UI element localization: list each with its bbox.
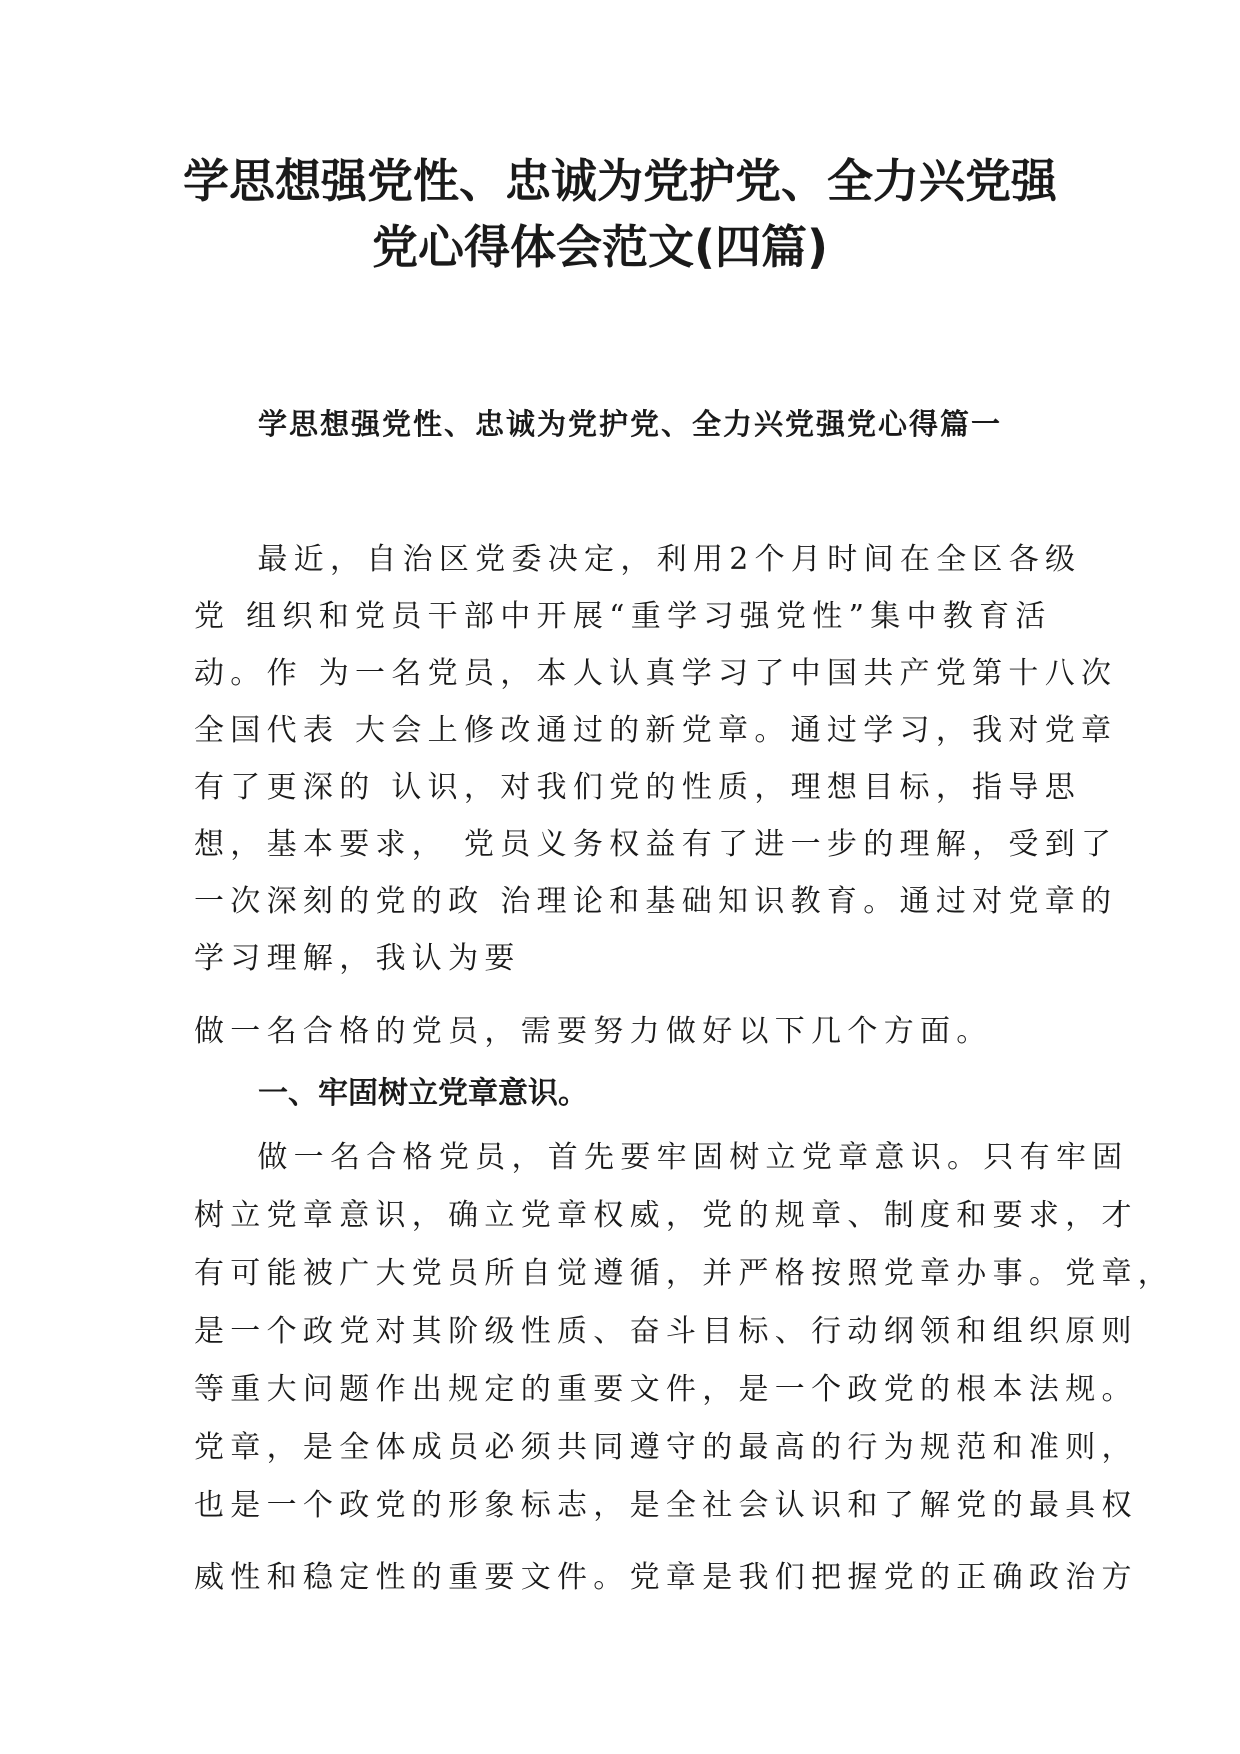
document-title-line-1: 学思想强党性、忠诚为党护党、全力兴党强 bbox=[183, 154, 1057, 208]
section-title: 学思想强党性、忠诚为党护党、全力兴党强党心得篇一 bbox=[258, 407, 1003, 441]
paragraph-line: 做一名合格党员，首先要牢固树立党章意识。只有牢固 bbox=[194, 1140, 1129, 1175]
paragraph-line: 党章，是全体成员必须共同遵守的最高的行为规范和准则， bbox=[194, 1430, 1138, 1465]
heading-1: 一、牢固树立党章意识。 bbox=[258, 1076, 588, 1111]
paragraph-line: 最近，自治区党委决定，利用2个月时间在全区各级 bbox=[194, 542, 1082, 577]
paragraph-line: 有了更深的 认识，对我们党的性质，理想目标，指导思 bbox=[194, 770, 1082, 805]
document-title-line-2: 党心得体会范文(四篇) bbox=[371, 220, 829, 274]
paragraph-line: 有可能被广大党员所自觉遵循，并严格按照党章办事。党章， bbox=[194, 1256, 1175, 1291]
paragraph-line: 想，基本要求， 党员义务权益有了进一步的理解，受到了 bbox=[194, 827, 1118, 862]
paragraph-line: 党 组织和党员干部中开展“重学习强党性”集中教育活 bbox=[194, 599, 1052, 634]
paragraph-line: 一次深刻的党的政 治理论和基础知识教育。通过对党章的 bbox=[194, 884, 1118, 919]
paragraph-line: 也是一个政党的形象标志，是全社会认识和了解党的最具权 bbox=[194, 1488, 1138, 1523]
paragraph-line: 是一个政党对其阶级性质、奋斗目标、行动纲领和组织原则 bbox=[194, 1314, 1138, 1349]
paragraph-line: 威性和稳定性的重要文件。党章是我们把握党的正确政治方 bbox=[194, 1560, 1138, 1595]
paragraph-line: 学习理解，我认为要 bbox=[194, 941, 521, 976]
paragraph-line: 等重大问题作出规定的重要文件，是一个政党的根本法规。 bbox=[194, 1372, 1138, 1407]
paragraph-line: 树立党章意识，确立党章权威，党的规章、制度和要求，才 bbox=[194, 1198, 1138, 1233]
paragraph-2: 做一名合格的党员，需要努力做好以下几个方面。 bbox=[194, 1014, 993, 1049]
paragraph-line: 全国代表 大会上修改通过的新党章。通过学习，我对党章 bbox=[194, 713, 1118, 748]
paragraph-line: 动。作 为一名党员，本人认真学习了中国共产党第十八次 bbox=[194, 656, 1118, 691]
